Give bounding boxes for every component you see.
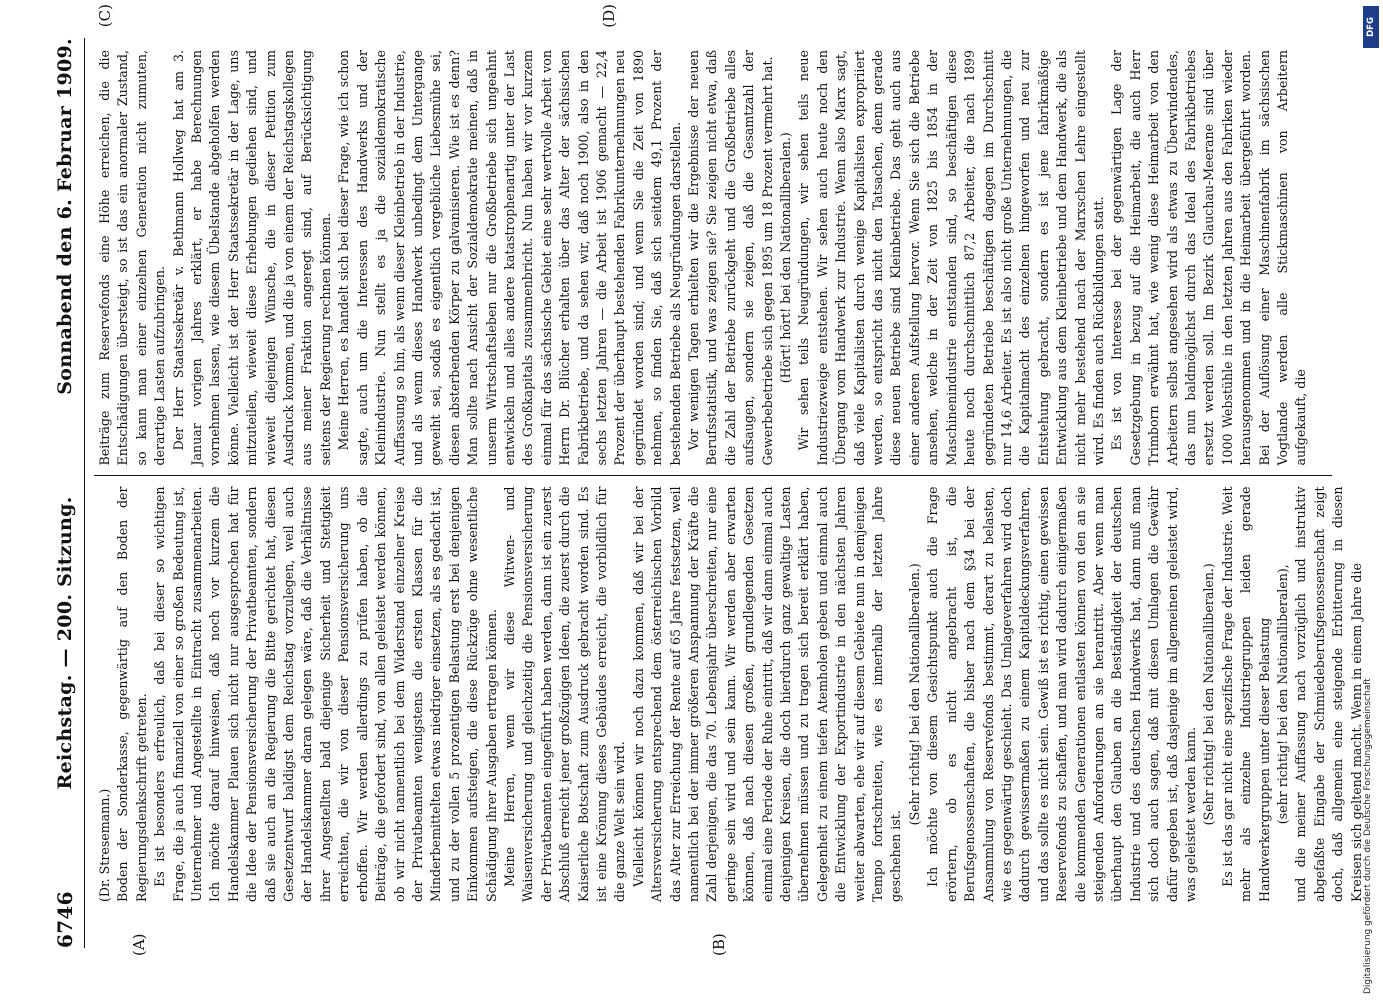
speaker-label: (Dr. Stresemann.)	[97, 788, 112, 902]
margin-marker-d: (D)	[600, 4, 618, 28]
interjection: (Hört! hört! bei den Nationalliberalen.)	[778, 132, 794, 384]
margin-marker-b: (B)	[710, 933, 728, 956]
margin-marker-c: (C)	[96, 4, 114, 28]
interjection: (sehr richtig! bei den Nationalliberalen),	[1275, 564, 1290, 825]
credit-text: Digitalisierung gefördert durch die Deutsche Forschungsgemeinschaft	[1363, 678, 1373, 994]
page-header	[48, 38, 82, 948]
paragraph: Boden der Sonderkasse, gegenwärtig auf den Boden der Regierungsdenkschrift getreten.	[115, 486, 149, 902]
dfg-logo-text: DFG	[1366, 17, 1376, 37]
header-title: Reichstag. — 200. Sitzung.	[54, 496, 76, 790]
paragraph: Beiträge zum Reservefonds eine Höhe erreichen, die die Entschädigungen übersteigt, so ist das ein anormaler Zustand, so kann man einer einzelnen Generation nicht zumuten, derartige Lasten aufzubringen.	[97, 50, 168, 466]
header-date: Sonnabend den 6. Februar 1909.	[54, 38, 76, 395]
right-column	[90, 4, 1332, 476]
paragraph: Vor wenigen Tagen erhielten wir die Ergebnisse der neuen Berufsstatistik, und was zeigen sie? Sie zeigen nicht etwa, daß die Zahl der Betriebe zurückgeht und die Großbetriebe alles aufsaugen, sondern sie zeigen, daß die Gesamtzahl der Gewerbebetriebe sich gegen 1895 um 18 Prozent vermehrt hat.	[686, 50, 775, 466]
page-number: 6746	[53, 891, 77, 948]
header-rule	[84, 38, 85, 948]
interjection: (Sehr richtig! bei den Nationalliberalen.)	[906, 563, 922, 826]
digitization-credit	[1359, 4, 1373, 994]
paragraph: Wir sehen teils Neugründungen, wir sehen teils neue Industriezweige entstehen. Wir sehen auch heute noch den Übergang vom Handwerk zur Industrie. Wenn also Marx sagt, daß viele Kapitalisten durch wenige Kapitalisten expropriiert werden, so entspricht das nicht den Tatsachen, denn gerade diese neuen Betriebe sind Kleinbetriebe. Das geht auch aus einer anderen Aufstellung hervor. Wenn Sie sich die Betriebe ansehen, welche in der Zeit von 1825 bis 1854 in der Maschinenindustrie entstanden sind, so beschäftigen diese heute noch durchschnittlich 87,2 Arbeiter, die nach 1899 gegründeten Betriebe beschäftigen dagegen im Durchschnitt nur 14,6 Arbeiter. Es ist also nicht große Unternehmungen, die die Kapitalmacht des einzelnen hingeworfen und neu zur Entstehung gebracht, sondern es ist jene fabrikmäßige Entwicklung aus dem Kleinbetriebe und dem Handwerk, die als nicht mehr bestehend nach der Marxschen Lehre eingestellt wird. Es finden auch Rückbildungen statt.	[796, 50, 1106, 466]
paragraph: Es ist besonders erfreulich, daß bei dieser so wichtigen Frage, die ja auch finanziell von einer so großen Bedeutung ist, Unternehmer und Angestellte in Eintracht zusammenarbeiten. Ich möchte darauf hinweisen, daß noch vor kurzem die Handelskammer Plauen sich nicht nur ausgesprochen hat für die Idee der Pensionsversicherung der Privatbeamten, sondern daß sie auch an die Regierung die Bitte gerichtet hat, diesen Gesetzentwurf baldigst dem Reichstag vorzulegen, weil auch der Handelskammer daran gelegen wäre, daß die Verhältnisse ihrer Angestellten bald diejenige Sicherheit und Stetigkeit erreichten, die wir von dieser Pensionsversicherung uns erhoffen. Wir werden allerdings zu prüfen haben, ob die Beiträge, die gefordert sind, von allen geleistet werden können, ob wir nicht namentlich bei dem Widerstand einzelner Kreise der Privatbeamten wenigstens die ersten Klassen für die Minderbemittelten etwas niedriger einsetzen, als es gedacht ist, und zu der vollen 5 prozentigen Belastung erst bei denjenigen Einkommen aufsteigen, die diese Rückzüge ohne wesentliche Schädigung ihrer Ausgaben ertragen können.	[152, 486, 499, 902]
paragraph: und die meiner Auffassung nach vorzüglich und instruktiv abgefaßte Eingabe der Schmiedeberufsgenossenschaft zeigt doch, daß allgemein eine steigende Erbitterung in diesen Kreisen sich geltend macht. Wenn in einem Jahre die	[1293, 486, 1364, 902]
paragraph: Es ist das gar nicht eine spezifische Frage der Industrie. Weit mehr als einzelne Industriegruppen leiden gerade Handwerkergruppen unter dieser Belastung	[1219, 486, 1272, 902]
paragraph: Meine Herren, es handelt sich bei dieser Frage, wie ich schon sagte, auch um die Interessen des Handwerks und der Kleinindustrie. Nun stellt es ja die sozialdemokratische Auffassung so hin, als wenn dieser Kleinbetrieb in der Industrie, und als wenn dieses Handwerk unbedingt dem Untergange geweiht sei, sodaß es eigentlich vergebliche Liebesmühe sei, diesen absterbenden Körper zu galvanisieren. Wie ist es denn? Man sollte nach Ansicht der Sozialdemokratie meinen, daß in unserm Wirtschaftsleben nur die Großbetriebe sich ungeahnt entwickeln und alles andere katastrophenartig unter der Last des Großkapitals zusammenbricht. Nun haben wir vor kurzem einmal für das sächsische Gebiet eine sehr wertvolle Arbeit von Herrn Dr. Blücher erhalten über das Alter der sächsischen Fabrikbetriebe, und da sehen wir, daß noch 1900, also in den sechs letzten Jahren — die Arbeit ist 1906 gemacht — 22,4 Prozent der überhaupt bestehenden Fabrikunternehmungen neu gegründet worden sind; und wenn Sie die Zeit von 1890 nehmen, so finden Sie, daß sich seitdem 49,1 Prozent der bestehenden Betriebe als Neugründungen darstellen.	[336, 50, 683, 466]
paragraph: Es ist von Interesse bei der gegenwärtigen Lage der Gesetzgebung in bezug auf die Heimarbeit, die auch Herr Trimborn erwähnt hat, wie wenig diese Heimarbeit von den Arbeitern selbst angesehen wird als etwas zu Überwindendes, das nun baldmöglichst durch das Ideal des Fabrikbetriebes ersetzt werden soll. Im Bezirk Glauchau-Meerane sind über 1000 Webstühle in den letzten Jahren aus den Fabriken wieder herausgenommen und in die Heimarbeit übergeführt worden. Bei der Auflösung einer Maschinenfabrik im sächsischen Vogtlande werden alle Stickmaschinen von Arbeitern aufgekauft, die	[1109, 50, 1309, 466]
paragraph: Ich möchte von diesem Gesichtspunkt auch die Frage erörtern, ob es nicht angebracht ist, die Berufsgenossenschaften, die bisher nach dem §34 bei der Ansammlung von Reservefonds bestimmt, derart zu belasten, wie es gegenwärtig geschieht. Das Umlageverfahren wird doch dadurch gewissermaßen zu einem Kapitaldeckungsverfahren, und das sollte es nicht sein. Gewiß ist es richtig, einen gewissen Reservefonds zu schaffen, und man wird dadurch einigermaßen die kommenden Generationen entlasten können von den an sie steigenden Anforderungen an sie herantritt. Aber wenn man überhaupt den Glauben an die Beständigkeit der deutschen Industrie und des deutschen Handwerks hat, dann muß man sich doch auch sagen, daß mit diesen Umlagen die Gewähr dafür gegeben ist, daß dasjenige im allgemeinen geleistet wird, was geleistet werden kann.	[925, 486, 1198, 902]
paragraph: Der Herr Staatssekretär v. Bethmann Hollweg hat am 3. Januar vorigen Jahres erklärt, er habe Berechnungen vornehmen lassen, wie diesem Übelstande abgeholfen werden könne. Vielleicht ist der Herr Staatssekretär in der Lage, uns mitzuteilen, wieweit diese Erhebungen gediehen sind, und wieweit diejenigen Wünsche, die in dieser Petition zum Ausdruck kommen, und die ja von einem der Reichstagskollegen aus meiner Fraktion angeregt sind, auf Berücksichtigung seitens der Regierung rechnen können.	[170, 50, 333, 466]
paragraph: Meine Herren, wenn wir diese Witwen- und Waisenversicherung und gleichzeitig die Pensionsversicherung der Privatbeamten eingeführt haben werden, dann ist ein zuerst Abschluß erreicht jener großzügigen Ideen, die zuerst durch die Kaiserliche Botschaft zum Ausdruck gebracht worden sind. Es ist eine Krönung dieses Gebäudes erreicht, die vorbildlich für die ganze Welt sein wird.	[501, 486, 628, 902]
left-column	[90, 477, 1364, 956]
interjection: (Sehr richtig! bei den Nationalliberalen.)	[1201, 563, 1217, 826]
paragraph: Vielleicht können wir noch dazu kommen, daß wir bei der Altersversicherung entsprechend dem österreichischen Vorbild das Alter zur Erreichung der Rente auf 65 Jahre festsetzen, weil namentlich bei der immer größeren Anspannung der Kräfte die Zahl derjenigen, die das 70. Lebensjahr überschreiten, nur eine geringe sein wird und sein kann. Wir werden aber erwarten können, daß nach diesen großen, grundlegenden Gesetzen einmal eine Periode der Ruhe eintritt, daß wir dann einmal auch denjenigen Kreisen, die doch hierdurch ganz gewaltige Lasten übernehmen müssen und zu tragen sich bereit erklärt haben, Gelegenheit zu einem tiefen Atemholen geben und einmal auch die Entwicklung der Exportindustrie in den nächsten Jahren weiter abwarten, ehe wir auf diesem Gebiete nun in demjenigen Tempo fortschreiten, wie es innerhalb der letzten Jahre geschehen ist.	[630, 486, 904, 902]
text-columns	[90, 4, 1364, 956]
margin-marker-a: (A)	[130, 933, 148, 956]
